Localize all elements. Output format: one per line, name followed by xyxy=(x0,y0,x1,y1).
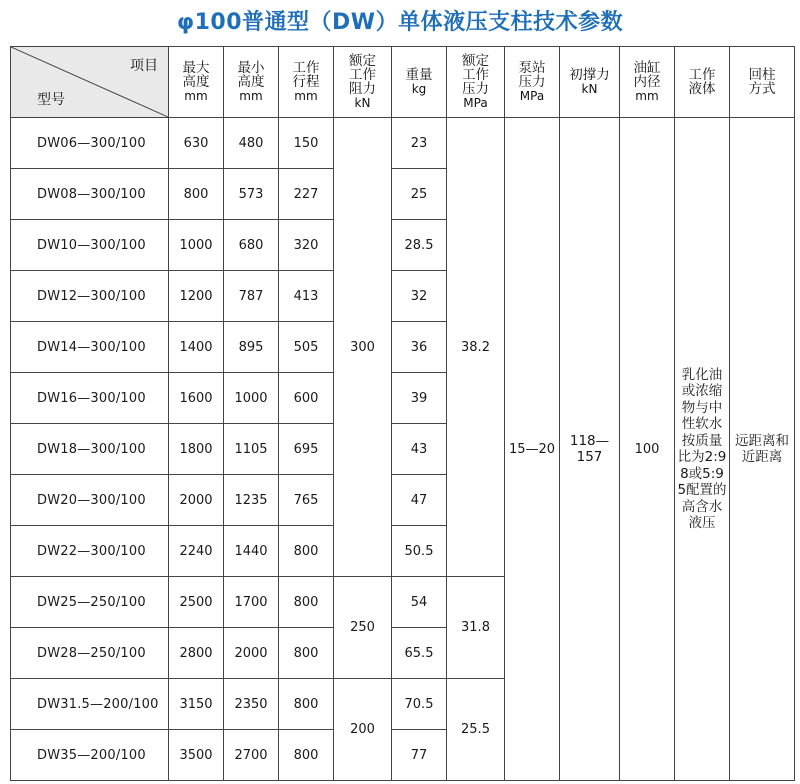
retraction-cell: 远距离和近距离 xyxy=(730,118,795,781)
stroke-cell: 800 xyxy=(279,526,334,577)
stroke-cell: 150 xyxy=(279,118,334,169)
rated-pressure-cell: 31.8 xyxy=(447,577,505,679)
weight-cell: 39 xyxy=(392,373,447,424)
min-height-cell: 2350 xyxy=(224,679,279,730)
pump-pressure-cell: 15—20 xyxy=(505,118,560,781)
model-cell: DW25—250/100 xyxy=(11,577,169,628)
weight-cell: 36 xyxy=(392,322,447,373)
stroke-cell: 800 xyxy=(279,679,334,730)
rated-resistance-cell: 300 xyxy=(334,118,392,577)
header-weight: 重量 kg xyxy=(392,47,447,118)
page-title: φ100普通型（DW）单体液压支柱技术参数 xyxy=(176,10,624,35)
max-height-cell: 800 xyxy=(169,169,224,220)
rated-resistance-cell: 200 xyxy=(334,679,392,781)
header-min-height: 最小 高度 mm xyxy=(224,47,279,118)
header-setting-force: 初撑力 kN xyxy=(560,47,620,118)
stroke-cell: 800 xyxy=(279,730,334,781)
working-fluid-cell: 乳化油或浓缩物与中性软水按质量比为2:98或5:95配置的高含水液压 xyxy=(675,118,730,781)
rated-pressure-cell: 38.2 xyxy=(447,118,505,577)
max-height-cell: 1800 xyxy=(169,424,224,475)
model-cell: DW14—300/100 xyxy=(11,322,169,373)
weight-cell: 77 xyxy=(392,730,447,781)
header-cylinder-bore: 油缸 内径 mm xyxy=(620,47,675,118)
header-working-fluid: 工作 液体 xyxy=(675,47,730,118)
stroke-cell: 800 xyxy=(279,577,334,628)
min-height-cell: 787 xyxy=(224,271,279,322)
min-height-cell: 1440 xyxy=(224,526,279,577)
table-row xyxy=(11,118,795,169)
weight-cell: 32 xyxy=(392,271,447,322)
setting-force-cell: 118—157 xyxy=(560,118,620,781)
header-item-label: 项目 xyxy=(130,58,158,74)
stroke-cell: 227 xyxy=(279,169,334,220)
max-height-cell: 3150 xyxy=(169,679,224,730)
model-cell: DW22—300/100 xyxy=(11,526,169,577)
weight-cell: 43 xyxy=(392,424,447,475)
min-height-cell: 2000 xyxy=(224,628,279,679)
model-cell: DW08—300/100 xyxy=(11,169,169,220)
rated-resistance-cell: 250 xyxy=(334,577,392,679)
header-rated-pressure: 额定 工作 压力 MPa xyxy=(447,47,505,118)
max-height-cell: 1400 xyxy=(169,322,224,373)
weight-cell: 50.5 xyxy=(392,526,447,577)
rated-pressure-cell: 25.5 xyxy=(447,679,505,781)
max-height-cell: 1000 xyxy=(169,220,224,271)
model-cell: DW10—300/100 xyxy=(11,220,169,271)
model-cell: DW16—300/100 xyxy=(11,373,169,424)
model-cell: DW35—200/100 xyxy=(11,730,169,781)
min-height-cell: 1105 xyxy=(224,424,279,475)
header-stroke: 工作 行程 mm xyxy=(279,47,334,118)
stroke-cell: 800 xyxy=(279,628,334,679)
model-cell: DW20—300/100 xyxy=(11,475,169,526)
weight-cell: 54 xyxy=(392,577,447,628)
min-height-cell: 480 xyxy=(224,118,279,169)
model-cell: DW28—250/100 xyxy=(11,628,169,679)
weight-cell: 65.5 xyxy=(392,628,447,679)
header-model-label: 型号 xyxy=(37,92,65,108)
max-height-cell: 1200 xyxy=(169,271,224,322)
min-height-cell: 680 xyxy=(224,220,279,271)
model-cell: DW31.5—200/100 xyxy=(11,679,169,730)
weight-cell: 47 xyxy=(392,475,447,526)
model-cell: DW12—300/100 xyxy=(11,271,169,322)
weight-cell: 70.5 xyxy=(392,679,447,730)
header-retraction: 回柱 方式 xyxy=(730,47,795,118)
max-height-cell: 3500 xyxy=(169,730,224,781)
min-height-cell: 573 xyxy=(224,169,279,220)
header-pump-pressure: 泵站 压力 MPa xyxy=(505,47,560,118)
stroke-cell: 413 xyxy=(279,271,334,322)
stroke-cell: 765 xyxy=(279,475,334,526)
header-diagonal-cell xyxy=(11,47,169,118)
min-height-cell: 1000 xyxy=(224,373,279,424)
max-height-cell: 630 xyxy=(169,118,224,169)
max-height-cell: 2500 xyxy=(169,577,224,628)
max-height-cell: 2000 xyxy=(169,475,224,526)
model-cell: DW18—300/100 xyxy=(11,424,169,475)
stroke-cell: 505 xyxy=(279,322,334,373)
max-height-cell: 1600 xyxy=(169,373,224,424)
weight-cell: 23 xyxy=(392,118,447,169)
stroke-cell: 695 xyxy=(279,424,334,475)
max-height-cell: 2240 xyxy=(169,526,224,577)
cylinder-bore-cell: 100 xyxy=(620,118,675,781)
header-max-height: 最大 高度 mm xyxy=(169,47,224,118)
model-cell: DW06—300/100 xyxy=(11,118,169,169)
header-rated-resistance: 额定 工作 阻力 kN xyxy=(334,47,392,118)
min-height-cell: 1700 xyxy=(224,577,279,628)
min-height-cell: 1235 xyxy=(224,475,279,526)
weight-cell: 28.5 xyxy=(392,220,447,271)
weight-cell: 25 xyxy=(392,169,447,220)
min-height-cell: 2700 xyxy=(224,730,279,781)
max-height-cell: 2800 xyxy=(169,628,224,679)
stroke-cell: 600 xyxy=(279,373,334,424)
stroke-cell: 320 xyxy=(279,220,334,271)
spec-table xyxy=(10,46,795,781)
min-height-cell: 895 xyxy=(224,322,279,373)
